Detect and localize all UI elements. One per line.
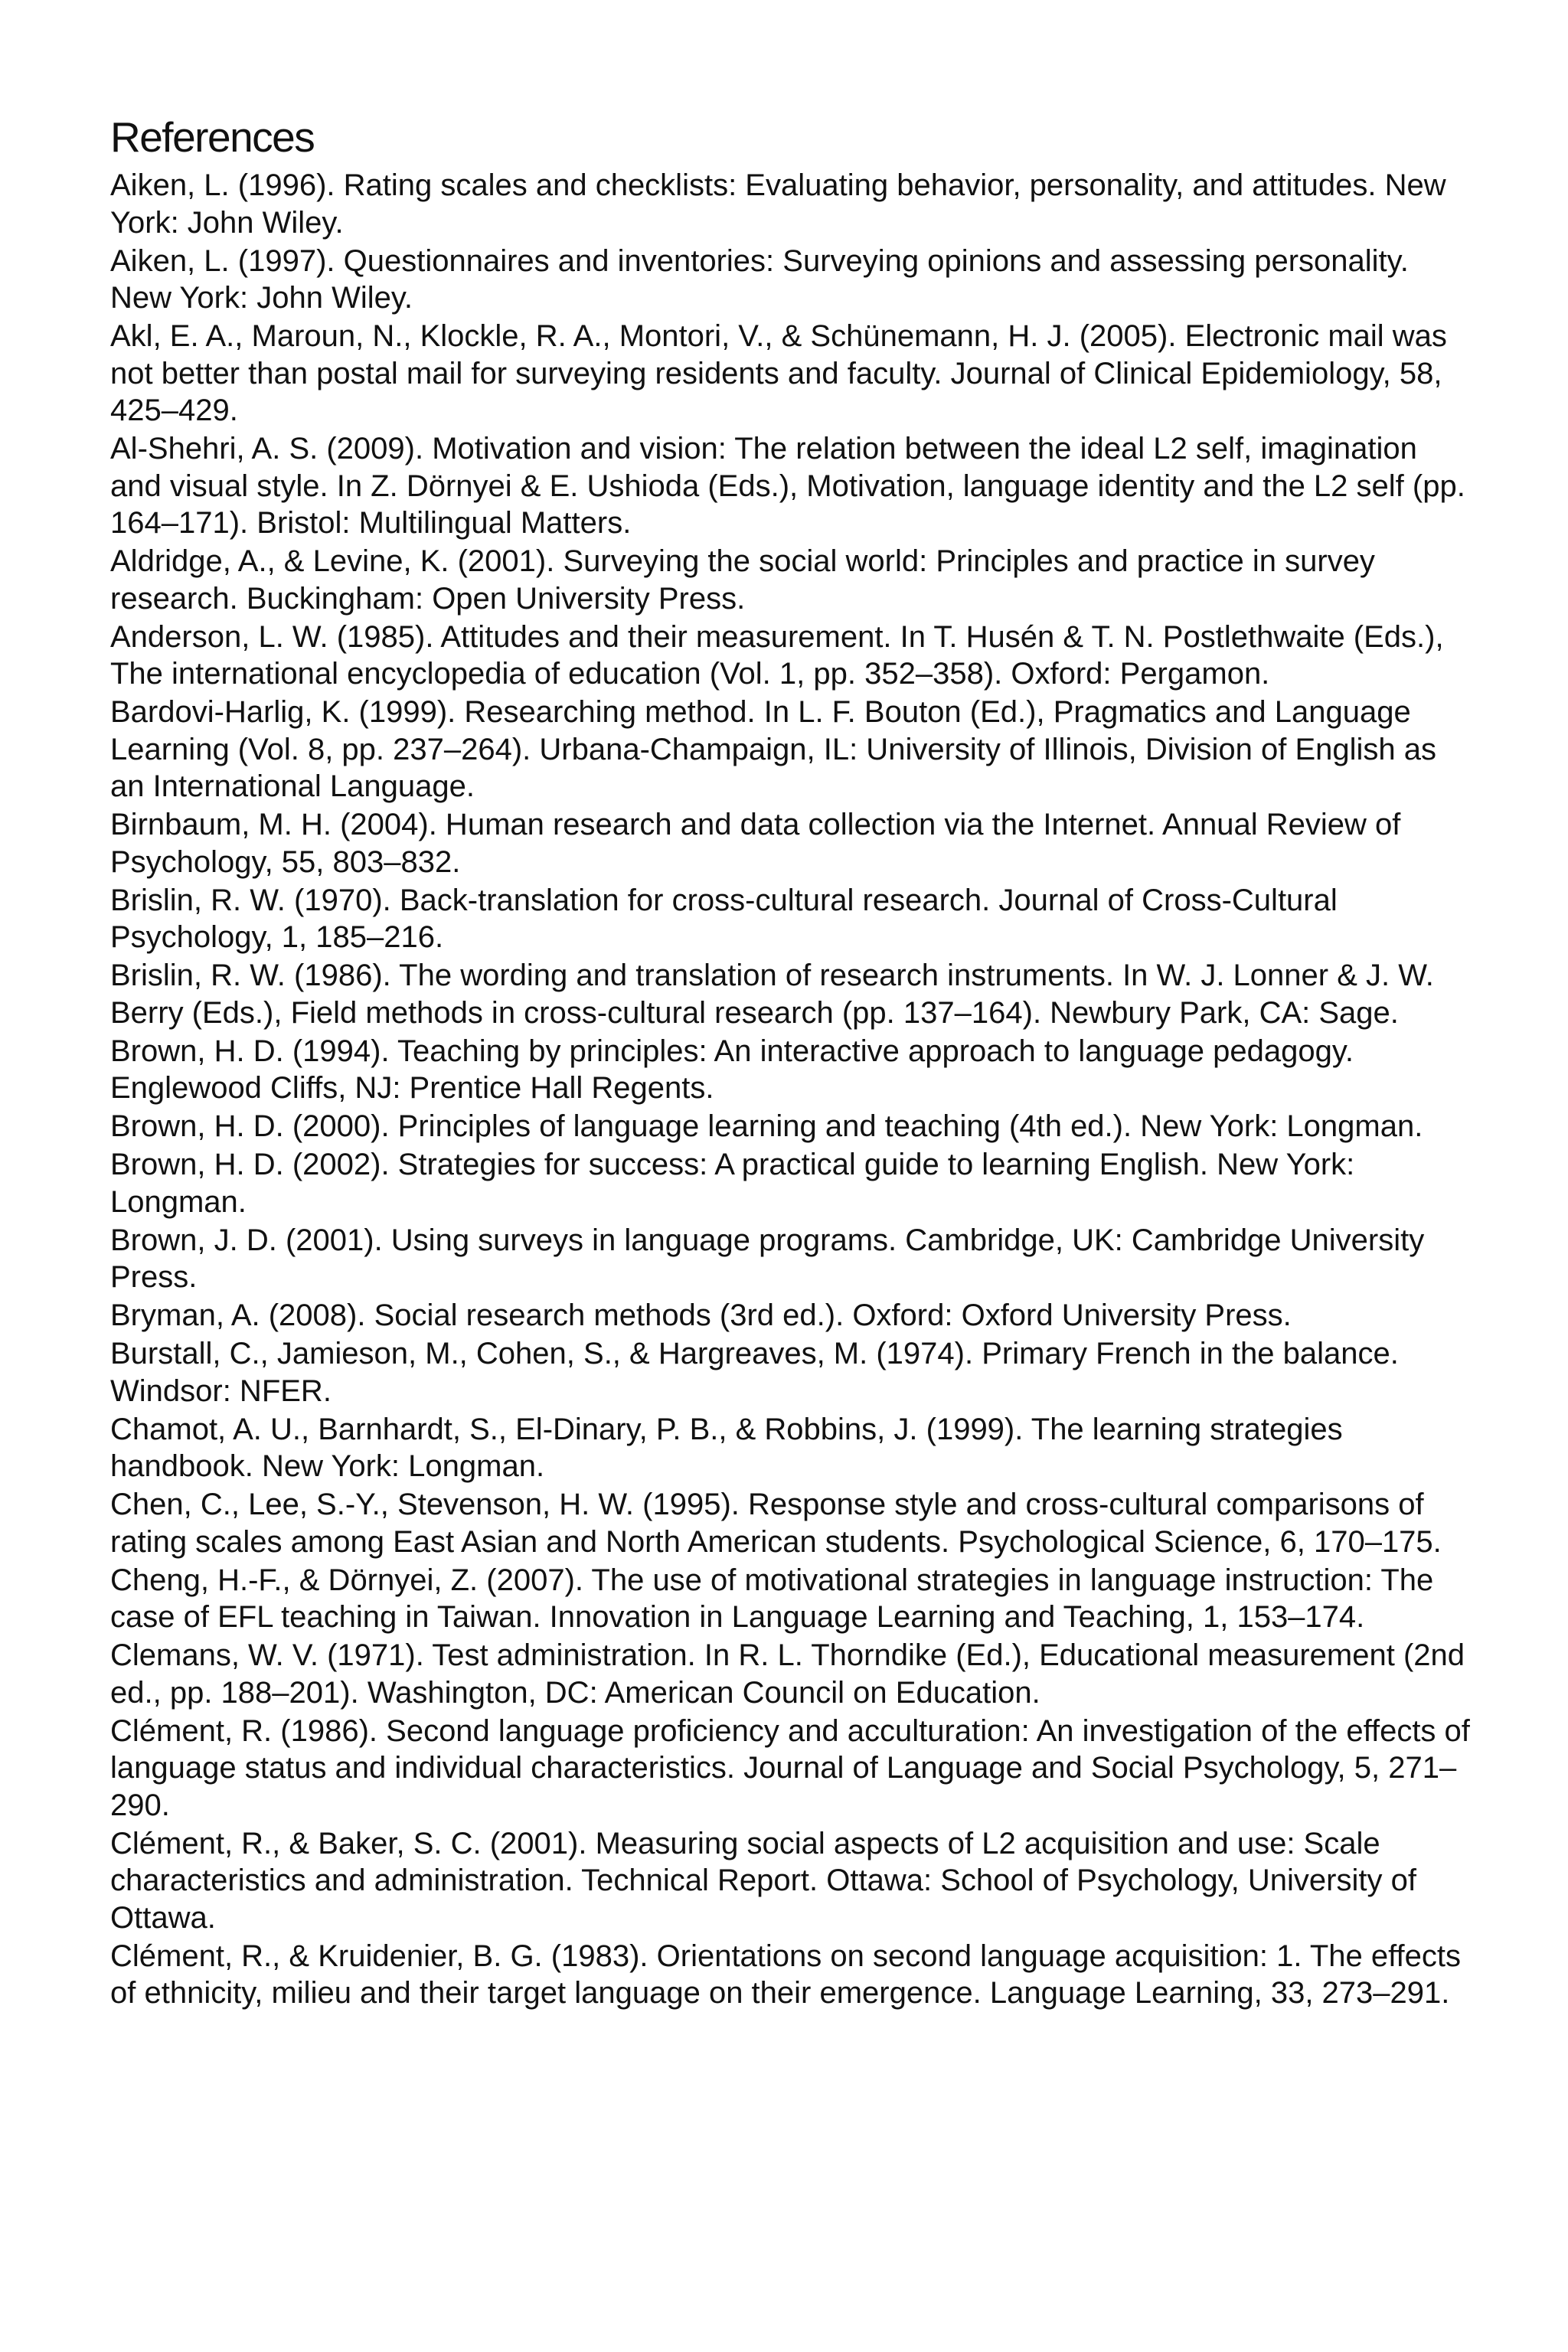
reference-entry: Burstall, C., Jamieson, M., Cohen, S., & Hargreaves, M. (1974). Primary French in the balance. Windsor: NFER.	[110, 1337, 1399, 1408]
reference-entry: Brown, H. D. (1994). Teaching by principles: An interactive approach to language pedagogy. Englewood Cliffs, NJ: Prentice Hall Regents.	[110, 1034, 1354, 1105]
reference-entry: Chamot, A. U., Barnhardt, S., El-Dinary, P. B., & Robbins, J. (1999). The learning strategies handbook. New York: Longman.	[110, 1412, 1343, 1483]
reference-entry: Brislin, R. W. (1986). The wording and translation of research instruments. In W. J. Lonner & J. W. Berry (Eds.), Field methods in cross-cultural research (pp. 137–164). Newbury Park, CA: Sage.	[110, 959, 1434, 1030]
reference-entry: Chen, C., Lee, S.-Y., Stevenson, H. W. (1995). Response style and cross-cultural comparisons of rating scales among East Asian and North American students. Psychological Science, 6, 170–175.	[110, 1488, 1442, 1559]
reference-entry: Akl, E. A., Maroun, N., Klockle, R. A., Montori, V., & Schünemann, H. J. (2005). Electronic mail was not better than postal mail for surveying residents and faculty. Journal of Clinical Epidemiology, 58, 425–429.	[110, 319, 1447, 427]
references-page	[110, 112, 1473, 2013]
reference-entry: Aiken, L. (1997). Questionnaires and inventories: Surveying opinions and assessing personality. New York: John Wiley.	[110, 243, 1409, 315]
reference-entry: Brislin, R. W. (1970). Back-translation for cross-cultural research. Journal of Cross-Cultural Psychology, 1, 185–216.	[110, 883, 1338, 954]
reference-entry: Aldridge, A., & Levine, K. (2001). Surveying the social world: Principles and practice in survey research. Buckingham: Open University Press.	[110, 544, 1375, 616]
reference-entry: Birnbaum, M. H. (2004). Human research and data collection via the Internet. Annual Review of Psychology, 55, 803–832.	[110, 808, 1401, 879]
reference-entry: Brown, J. D. (2001). Using surveys in language programs. Cambridge, UK: Cambridge University Press.	[110, 1223, 1425, 1294]
reference-entry: Brown, H. D. (2000). Principles of language learning and teaching (4th ed.). New York: Longman.	[110, 1109, 1423, 1143]
reference-entry: Clément, R., & Kruidenier, B. G. (1983). Orientations on second language acquisition: 1. The effects of ethnicity, milieu and their target language on their emergence. Language Learning, 33, 273–291.	[110, 1939, 1461, 2010]
reference-entry: Bryman, A. (2008). Social research methods (3rd ed.). Oxford: Oxford University Press.	[110, 1298, 1292, 1332]
references-heading: References	[110, 113, 315, 161]
reference-entry: Anderson, L. W. (1985). Attitudes and their measurement. In T. Husén & T. N. Postlethwaite (Eds.), The international encyclopedia of education (Vol. 1, pp. 352–358). Oxford: Pergamon.	[110, 619, 1444, 691]
reference-entry: Clément, R. (1986). Second language proficiency and acculturation: An investigation of the effects of language status and individual characteristics. Journal of Language and Social Psychology, 5, 271–290.	[110, 1713, 1470, 1822]
reference-entry: Al-Shehri, A. S. (2009). Motivation and vision: The relation between the ideal L2 self, imagination and visual style. In Z. Dörnyei & E. Ushioda (Eds.), Motivation, language identity and the L2 self (pp. 164–171). Bristol: Multilingual Matters.	[110, 432, 1465, 540]
reference-entry: Cheng, H.-F., & Dörnyei, Z. (2007). The use of motivational strategies in language instruction: The case of EFL teaching in Taiwan. Innovation in Language Learning and Teaching, 1, 153–174.	[110, 1563, 1434, 1634]
reference-entry: Brown, H. D. (2002). Strategies for success: A practical guide to learning English. New York: Longman.	[110, 1148, 1355, 1219]
reference-list	[110, 167, 1473, 2012]
reference-entry: Clemans, W. V. (1971). Test administration. In R. L. Thorndike (Ed.), Educational measurement (2nd ed., pp. 188–201). Washington, DC: American Council on Education.	[110, 1638, 1465, 1710]
reference-entry: Aiken, L. (1996). Rating scales and checklists: Evaluating behavior, personality, and attitudes. New York: John Wiley.	[110, 168, 1446, 240]
reference-entry: Clément, R., & Baker, S. C. (2001). Measuring social aspects of L2 acquisition and use: Scale characteristics and administration. Technical Report. Ottawa: School of Psychology, University of Ottawa.	[110, 1826, 1416, 1935]
reference-entry: Bardovi-Harlig, K. (1999). Researching method. In L. F. Bouton (Ed.), Pragmatics and Language Learning (Vol. 8, pp. 237–264). Urbana-Champaign, IL: University of Illinois, Division of English as an International Language.	[110, 695, 1437, 803]
